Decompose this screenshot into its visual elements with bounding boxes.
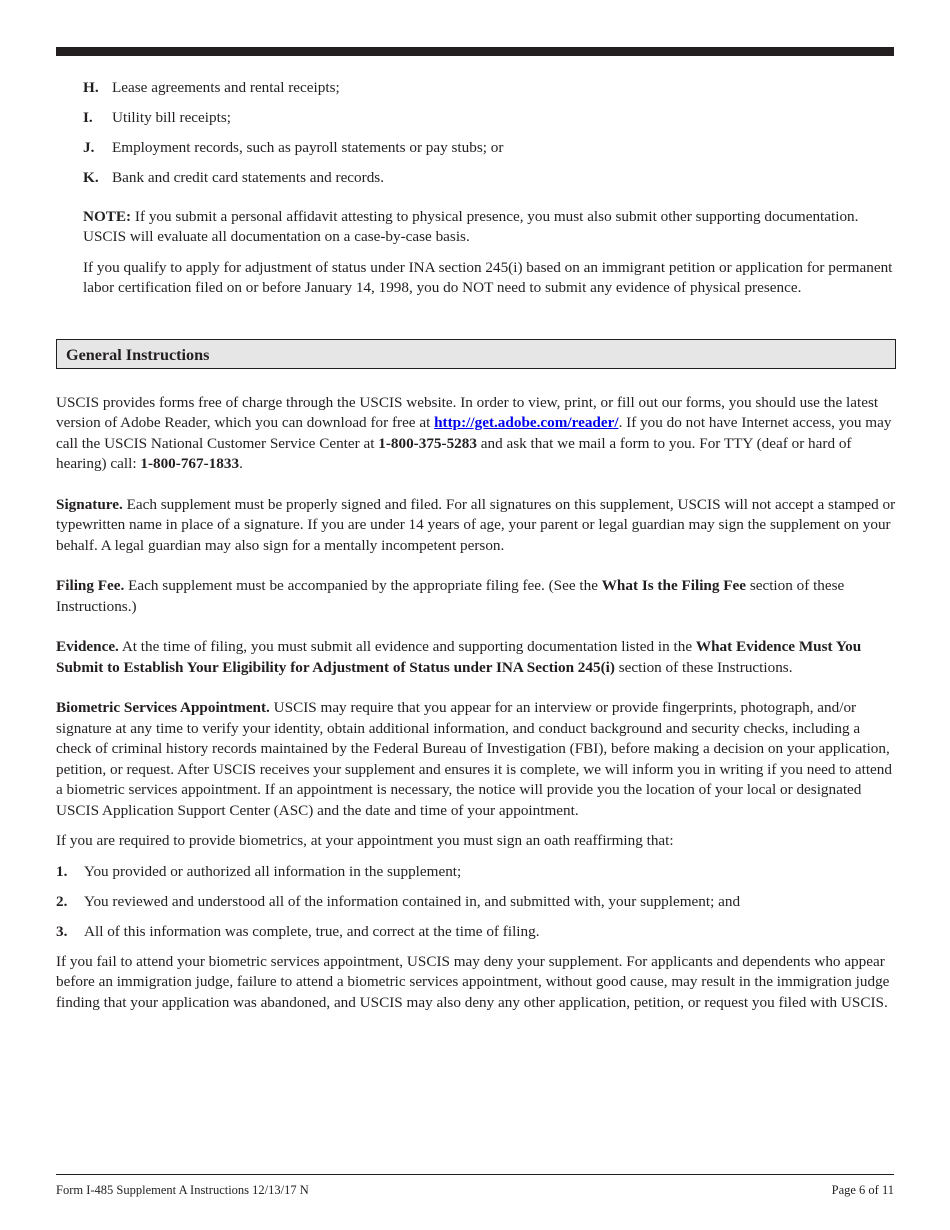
signature-label: Signature. xyxy=(56,495,123,513)
tty-phone: 1-800-767-1833 xyxy=(140,455,240,472)
item-text: Bank and credit card statements and records. xyxy=(112,169,385,186)
item-text: Lease agreements and rental receipts; xyxy=(112,79,340,96)
item-text: Utility bill receipts; xyxy=(112,109,231,126)
item-text: You provided or authorized all information in the supplement; xyxy=(84,862,462,880)
page-number: Page 6 of 11 xyxy=(831,1183,894,1197)
page-content xyxy=(56,78,896,1023)
note-paragraph xyxy=(83,207,896,248)
item-label: 2. xyxy=(56,892,68,910)
oath-list xyxy=(56,862,896,943)
note-text: If you submit a personal affidavit attesting to physical presence, you must also submit other supporting documentation. USCIS will evaluate all documentation on a case-by-case basis. xyxy=(83,207,859,245)
evidence-reference: What Evidence Must You Submit to Establish Your Eligibility for Adjustment of Status under INA Section 245(i) xyxy=(56,638,862,676)
item-text: All of this information was complete, true, and correct at the time of filing. xyxy=(84,922,540,940)
filing-fee-label: Filing Fee. xyxy=(56,577,125,594)
adobe-reader-link[interactable]: http://get.adobe.com/reader/ xyxy=(434,414,619,431)
item-text: Employment records, such as payroll statements or pay stubs; or xyxy=(112,139,504,156)
item-label: K. xyxy=(83,169,99,186)
item-label: I. xyxy=(83,109,93,126)
item-text: You reviewed and understood all of the information contained in, and submitted with, your supplement; and xyxy=(84,892,741,910)
note-label: NOTE: xyxy=(83,207,132,225)
qualify-paragraph: If you qualify to apply for adjustment of status under INA section 245(i) based on an immigrant petition or application for permanent labor certification filed on or before January 14, 1998, you do NOT need to submit any evidence of physical presence. xyxy=(83,258,893,296)
customer-service-phone: 1-800-375-5283 xyxy=(378,434,477,452)
footer-rule xyxy=(56,1174,894,1175)
biometrics-paragraph: Biometric Services Appointment. USCIS may require that you appear for an interview or provide fingerprints, photograph, and/or signature at any time to verify your identity, obtain additional information, and conduct background and security checks, including a check of criminal history records maintained by the Federal Bureau of Investigation (FBI), before making a decision on your application, petition, or request. After USCIS receives your supplement and ensures it is complete, we will inform you in writing if you need to attend a biometric services appointment. If an appointment is necessary, the notice will provide you the location of your local or designated USCIS Application Support Center (ASC) and the date and time of your appointment. xyxy=(56,699,892,819)
fail-paragraph: If you fail to attend your biometric services appointment, USCIS may deny your supplement. For applicants and dependents who appear before an immigration judge, failure to attend a biometric services appointment, without good cause, may result in the immigration judge finding that your application was abandoned, and USCIS may also deny any other application, petition, or request you filed with USCIS. xyxy=(56,952,890,1011)
oath-intro: If you are required to provide biometrics, at your appointment you must sign an oath reaffirming that: xyxy=(56,832,674,849)
page-footer xyxy=(56,1182,894,1198)
intro-paragraph: USCIS provides forms free of charge through the USCIS website. In order to view, print, or fill out our forms, you should use the latest version of Adobe Reader, which you can download for free at http://get.adobe.com/reader/. If you do not have Internet access, you may call the USCIS National Customer Service Center at 1-800-375-5283 and ask that we mail a form to you. For TTY (deaf or hard of hearing) call: 1-800-767-1833. xyxy=(56,393,892,472)
form-identifier: Form I-485 Supplement A Instructions 12/13/17 N xyxy=(56,1183,309,1197)
item-label: J. xyxy=(83,139,95,156)
filing-fee-reference: What Is the Filing Fee xyxy=(601,577,747,594)
list-item xyxy=(56,922,896,943)
lettered-list xyxy=(56,78,896,299)
evidence-label: Evidence. xyxy=(56,638,119,655)
filing-fee-paragraph: Filing Fee. Each supplement must be accompanied by the appropriate filing fee. (See the What Is the Filing Fee section of these Instructions.) xyxy=(56,577,845,615)
list-item xyxy=(56,892,896,913)
item-label: 1. xyxy=(56,862,68,880)
evidence-paragraph: Evidence. At the time of filing, you must submit all evidence and supporting documentation listed in the What Evidence Must You Submit to Establish Your Eligibility for Adjustment of Status under INA Section 245(i) section of these Instructions. xyxy=(56,638,862,676)
list-item xyxy=(83,78,896,99)
list-item xyxy=(56,862,896,883)
biometrics-label: Biometric Services Appointment. xyxy=(56,699,270,716)
section-header-general-instructions: General Instructions xyxy=(56,339,896,369)
list-item xyxy=(83,168,896,189)
signature-paragraph: Signature. Each supplement must be properly signed and filed. For all signatures on this supplement, USCIS will not accept a stamped or typewritten name in place of a signature. If you are under 14 years of age, your parent or legal guardian may sign the supplement on your behalf. A legal guardian may also sign for a mentally incompetent person. xyxy=(56,495,896,554)
list-item xyxy=(83,108,896,129)
top-rule xyxy=(56,47,894,56)
list-item xyxy=(83,138,896,159)
item-label: H. xyxy=(83,79,99,96)
item-label: 3. xyxy=(56,922,68,940)
